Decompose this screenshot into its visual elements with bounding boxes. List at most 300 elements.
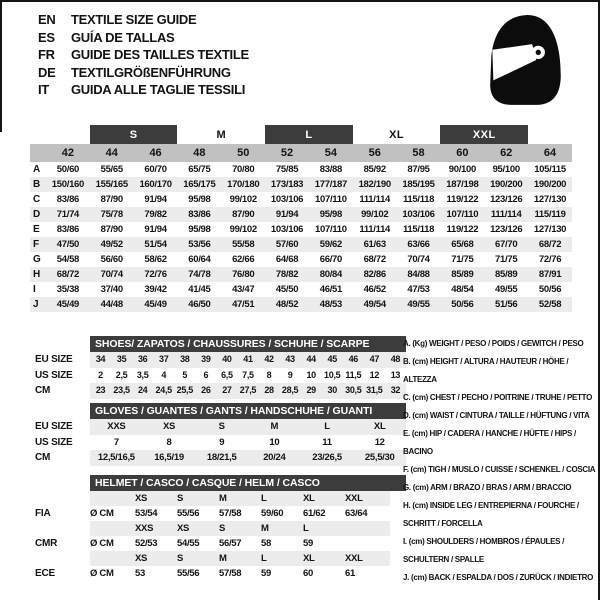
measurement-value: 75/85	[275, 164, 299, 175]
measurement-value: 52/58	[528, 297, 572, 312]
measurement-value: 87/90	[100, 224, 123, 235]
size-cell: 28	[264, 385, 274, 395]
helmet-value-row	[35, 566, 406, 581]
language-list	[38, 11, 249, 99]
corner-cell	[30, 125, 46, 144]
size-cell: 13	[390, 369, 401, 380]
size-band-cell: M	[216, 128, 227, 141]
measurement-value: 47/53	[407, 284, 430, 295]
measurement-row	[30, 252, 572, 267]
size-cell: 47	[369, 354, 380, 364]
measurement-letter: J	[30, 297, 46, 312]
size-cell: 41	[243, 354, 253, 364]
shoes-title-bar: SHOES/ ZAPATOS / CHAUSSURES / SCHUHE / SCARPE	[90, 336, 406, 352]
size-cell: 5	[182, 369, 188, 380]
language-code: FR	[38, 47, 55, 63]
measurement-value: 87/95	[407, 164, 430, 175]
size-cell: XS	[162, 421, 176, 432]
shoes-row	[35, 352, 406, 368]
legend-item: I. (cm) SHOULDERS / HOMBROS / ÉPAULES / SCHULTERN / SPALLE	[403, 537, 565, 564]
size-cell: 18/21,5	[206, 452, 237, 463]
size-cell: 52/53	[135, 538, 158, 549]
size-cell: XL	[373, 421, 386, 432]
measurement-value: 155/165	[90, 177, 134, 192]
gloves-table	[35, 403, 406, 466]
row-label	[35, 551, 90, 566]
size-cell: S	[177, 553, 184, 564]
measurement-value: 79/82	[134, 207, 178, 222]
measurement-value: 68/72	[46, 267, 90, 282]
size-cell: 2	[98, 369, 103, 380]
measurement-value: 50/60	[56, 164, 80, 175]
size-cell: 7	[113, 436, 119, 448]
row-label: US SIZE	[35, 436, 73, 448]
size-cell: 54/55	[177, 538, 200, 549]
legend-item: C. (cm) CHEST / PECHO / POITRINE / TRUHE / PETTO	[403, 393, 593, 402]
measurement-value: 49/55	[397, 297, 441, 312]
size-band-row	[30, 125, 572, 144]
measurement-letter: I	[33, 284, 36, 295]
measurement-value: 160/170	[134, 177, 178, 192]
measurement-value: 111/114	[484, 207, 528, 222]
size-header-cell: 60	[440, 144, 484, 162]
measurement-value: 119/122	[446, 224, 479, 235]
size-header-row	[30, 144, 572, 162]
size-header-cell: 54	[309, 144, 353, 162]
size-cell: 20/24	[263, 452, 286, 463]
measurement-value: 46/51	[319, 284, 343, 295]
measurement-value: 150/160	[46, 177, 90, 192]
shoes-row	[35, 368, 406, 384]
size-header-cell: 44	[90, 144, 134, 162]
unit-cell: Ø CM	[90, 508, 114, 519]
measurement-value: 87/90	[221, 207, 265, 222]
measurement-value: 91/94	[265, 207, 309, 222]
size-cell: XS	[177, 523, 190, 534]
size-cell	[345, 521, 387, 536]
measurement-value: 127/130	[533, 224, 567, 235]
size-cell: 43	[285, 354, 295, 364]
measurement-legend	[403, 335, 600, 587]
measurement-value: 83/88	[319, 164, 343, 175]
measurement-value: 115/119	[528, 207, 572, 222]
measurement-value: 115/118	[402, 224, 435, 235]
size-header-cell: 48	[177, 144, 221, 162]
measurement-value: 44/48	[90, 297, 134, 312]
size-header-cell: 50	[221, 144, 265, 162]
helmet-value-row	[35, 506, 406, 521]
measurement-letter: A	[33, 164, 41, 175]
measurement-value: 87/90	[100, 194, 123, 205]
size-cell: 61/62	[303, 508, 326, 519]
size-cell: 6,5	[221, 369, 233, 380]
measurement-row	[30, 237, 572, 252]
measurement-value: 46/52	[363, 284, 386, 295]
size-cell: 55/56	[177, 508, 200, 519]
size-cell: M	[219, 553, 227, 564]
measurement-value: 46/50	[177, 297, 221, 312]
measurement-value: 115/118	[402, 194, 435, 205]
measurement-value: 49/54	[353, 297, 397, 312]
measurement-value: 190/200	[528, 177, 572, 192]
measurement-value: 182/190	[353, 177, 397, 192]
standard-label: CMR	[35, 538, 58, 549]
row-label: EU SIZE	[35, 354, 73, 365]
size-cell: 42	[264, 354, 274, 364]
legend-item: D. (cm) WAIST / CINTURA / TAILLE / HÜFTUNG / VITA	[403, 411, 590, 420]
language-code: EN	[38, 12, 56, 28]
gloves-row	[35, 419, 406, 435]
helmet-rows	[35, 491, 406, 581]
shoes-cells	[90, 368, 406, 384]
helmet-size-row	[35, 551, 406, 566]
size-cell: 10	[269, 436, 280, 448]
size-cell: 59	[303, 538, 313, 549]
racing-helmet-icon	[484, 12, 566, 108]
measurement-value: 55/65	[100, 164, 123, 175]
measurement-row	[30, 207, 572, 222]
measurement-value: 187/198	[440, 177, 484, 192]
measurement-value: 185/195	[397, 177, 441, 192]
helmet-value-cells	[90, 536, 390, 551]
size-cell: 23	[95, 385, 106, 395]
measurement-row	[30, 162, 572, 177]
measurement-value: 95/98	[309, 207, 353, 222]
measurement-value: 190/200	[484, 177, 528, 192]
measurement-letter: B	[30, 177, 46, 192]
measurement-value: 50/56	[538, 284, 562, 295]
legend-item: J. (cm) BACK / ESPALDA / DOS / ZURÜCK / INDIETRO	[403, 573, 594, 582]
page-frame-top	[0, 0, 600, 2]
size-header-cell: 52	[265, 144, 309, 162]
size-cell: 27	[222, 385, 232, 395]
measurement-value: 43/47	[232, 284, 255, 295]
unit-cell: Ø CM	[90, 538, 114, 549]
measurement-value: 56/60	[100, 254, 123, 265]
measurement-value: 83/86	[56, 194, 80, 205]
size-cell: 60	[303, 568, 313, 579]
measurement-value: 62/66	[232, 254, 255, 265]
shoes-cells	[90, 383, 406, 399]
helmet-value-row	[35, 536, 406, 551]
language-code: DE	[38, 64, 56, 80]
size-band-cell: S	[90, 125, 178, 144]
measurement-value: 51/56	[484, 297, 528, 312]
measurement-value: 45/49	[134, 297, 178, 312]
size-cell: 8	[166, 436, 172, 448]
size-cell: M	[219, 493, 227, 504]
measurement-value: 65/68	[440, 237, 484, 252]
size-cell: 30	[327, 385, 337, 395]
size-cell: 40	[222, 354, 232, 364]
measurement-letter: G	[33, 254, 41, 265]
size-cell: XXS	[107, 421, 126, 432]
measurement-value: 45/50	[275, 284, 299, 295]
size-cell: 27,5	[239, 385, 257, 395]
measurement-value: 39/42	[144, 284, 167, 295]
size-header-cell: 58	[397, 144, 441, 162]
size-cell: S	[219, 523, 226, 534]
measurement-value: 70/80	[232, 164, 255, 175]
gloves-rows	[35, 419, 406, 466]
language-row	[38, 81, 249, 99]
size-cell: XL	[303, 553, 315, 564]
legend-item: F. (cm) TIGH / MUSLO / CUISSE / SCHENKEL / COSCIA	[403, 465, 596, 474]
size-cell: 24	[137, 385, 148, 395]
measurement-value: 177/187	[309, 177, 353, 192]
size-cell: 2,5	[115, 369, 128, 380]
measurement-letter: H	[30, 267, 46, 282]
measurement-value: 78/82	[265, 267, 309, 282]
measurement-value: 48/53	[309, 297, 353, 312]
size-cell: XL	[303, 493, 315, 504]
helmet-value-cells	[90, 506, 390, 521]
measurement-letter: E	[33, 224, 40, 235]
size-cell: 12	[374, 436, 385, 448]
shoes-rows	[35, 352, 406, 399]
helmet-size-cells	[90, 551, 390, 566]
size-cell: 39	[201, 354, 211, 364]
measurement-value: 76/80	[221, 267, 265, 282]
size-cell: 37	[159, 354, 169, 364]
measurement-value: 49/55	[495, 284, 518, 295]
gloves-title-bar: GLOVES / GUANTES / GANTS / HANDSCHUHE / GUANTI	[90, 403, 406, 419]
measurement-value: 48/54	[451, 284, 474, 295]
size-cell: 9	[287, 369, 293, 380]
size-cell: 57/58	[219, 508, 242, 519]
gloves-cells	[90, 450, 406, 466]
size-cell: 12	[369, 369, 380, 380]
size-band-cell: XXL	[440, 125, 528, 144]
measurement-value: 68/72	[363, 254, 386, 265]
gloves-cells	[90, 435, 406, 451]
helmet-value-cells	[90, 566, 390, 581]
measurement-value: 59/62	[309, 237, 353, 252]
measurement-value: 67/70	[484, 237, 528, 252]
measurement-value: 37/40	[100, 284, 123, 295]
size-cell: 44	[306, 354, 316, 364]
measurement-value: 72/76	[134, 267, 178, 282]
size-cell: 23/26,5	[312, 452, 342, 463]
size-cell: 23,5	[113, 385, 130, 395]
size-header-cell: 64	[528, 144, 572, 162]
size-cell: 48	[390, 354, 401, 364]
gloves-row	[35, 435, 406, 451]
measurement-value: 85/89	[440, 267, 484, 282]
main-size-table	[30, 125, 572, 312]
size-cell: 7,5	[242, 369, 254, 380]
size-cell: 45	[327, 354, 337, 364]
measurement-value: 65/75	[188, 164, 211, 175]
measurement-value: 83/86	[56, 224, 80, 235]
measurement-value: 80/84	[309, 267, 353, 282]
size-cell	[90, 551, 135, 566]
measurement-value: 91/94	[144, 224, 167, 235]
measurement-value: 84/88	[397, 267, 441, 282]
legend-item: A. (Kg) WEIGHT / PESO / POIDS / GEWITCH / PESO	[403, 339, 584, 348]
size-cell: 10	[306, 369, 316, 380]
size-header-cell: 42	[46, 144, 90, 162]
measurement-value: 49/52	[90, 237, 134, 252]
measurement-value: 51/54	[134, 237, 178, 252]
gloves-row	[35, 450, 406, 466]
measurement-value: 61/63	[353, 237, 397, 252]
measurement-value: 47/50	[46, 237, 90, 252]
size-cell: 29	[306, 385, 316, 395]
measurement-value: 127/130	[533, 194, 567, 205]
measurement-value: 103/106	[397, 207, 441, 222]
language-title: GUIDE DES TAILLES TEXTILE	[71, 47, 249, 63]
size-cell: 11,5	[345, 369, 362, 380]
legend-item: E. (cm) HIP / CADERA / HANCHE / HÜFTE / HIPS / BACINO	[403, 429, 576, 456]
row-label	[35, 521, 90, 536]
measurement-row	[30, 282, 572, 297]
measurement-value: 111/114	[359, 224, 391, 235]
measurement-value: 71/75	[451, 254, 474, 265]
measurement-value: 107/110	[440, 207, 484, 222]
measurement-value: 54/58	[56, 254, 80, 265]
size-cell: L	[324, 421, 330, 432]
size-cell	[90, 521, 135, 536]
helmet-title-bar: HELMET / CASCO / CASQUE / HELM / CASCO	[90, 475, 406, 491]
measurement-value: 53/56	[177, 237, 221, 252]
page-frame-left	[0, 0, 2, 132]
size-header-cell: 62	[484, 144, 528, 162]
size-cell: XXL	[345, 553, 363, 564]
measurement-letter: F	[30, 237, 46, 252]
language-row	[38, 64, 249, 82]
size-cell: 25,5/30	[364, 452, 395, 463]
measurement-value: 70/74	[407, 254, 430, 265]
size-cell: 53	[135, 568, 145, 579]
row-label	[35, 491, 90, 506]
measurement-value: 74/78	[177, 267, 221, 282]
size-cell: 24,5	[155, 385, 172, 395]
size-band-cell	[528, 125, 572, 144]
shoes-cells	[90, 352, 406, 368]
measurement-value: 95/98	[188, 224, 211, 235]
corner-cell	[30, 144, 46, 162]
measurement-value: 57/60	[265, 237, 309, 252]
standard-label: FIA	[35, 508, 51, 519]
size-cell: 59/60	[261, 508, 284, 519]
measurement-value: 99/102	[229, 194, 257, 205]
size-cell: XS	[135, 553, 148, 564]
size-cell: 9	[219, 436, 225, 448]
size-header-cell: 46	[134, 144, 178, 162]
measurement-value: 35/38	[56, 284, 80, 295]
size-cell: M	[270, 421, 279, 432]
measurement-value: 123/126	[490, 194, 523, 205]
measurement-row	[30, 297, 572, 312]
legend-item: B. (cm) HEIGHT / ALTURA / HAUTEUR / HÖHE / ALTEZZA	[403, 357, 569, 384]
size-cell: L	[303, 523, 309, 534]
measurement-value: 60/70	[144, 164, 167, 175]
size-cell: XXL	[345, 493, 363, 504]
helmet-size-cells	[90, 521, 390, 536]
size-cell	[90, 491, 135, 506]
size-cell: 53/54	[135, 508, 158, 519]
size-cell: 4	[161, 369, 167, 380]
size-cell: 26	[201, 385, 211, 395]
measurement-value: 123/126	[490, 224, 523, 235]
gloves-cells	[90, 419, 406, 435]
measurement-value: 72/76	[538, 254, 562, 265]
measurement-value: 83/86	[177, 207, 221, 222]
measurement-value: 70/74	[90, 267, 134, 282]
helmet-size-row	[35, 521, 406, 536]
size-cell: 12,5/16,5	[97, 452, 135, 463]
row-label: EU SIZE	[35, 421, 73, 432]
measurement-value: 107/110	[315, 224, 347, 235]
size-cell: 61	[345, 568, 355, 579]
measurement-value: 95/100	[492, 164, 520, 175]
size-band-cell: L	[265, 125, 353, 144]
measurement-value: 66/70	[319, 254, 343, 265]
measurement-value: 71/75	[495, 254, 518, 265]
size-cell: 58	[261, 538, 271, 549]
size-cell: 34	[95, 354, 106, 364]
legend-item: H. (cm) INSIDE LEG / ENTREPIERNA / FOURCHE / SCHRITT / FORCELLA	[403, 501, 579, 528]
unit-cell: Ø CM	[90, 568, 114, 579]
measurement-value: 71/74	[46, 207, 90, 222]
measurement-value: 103/106	[270, 194, 304, 205]
measurement-value: 165/175	[177, 177, 221, 192]
measurement-value: 47/51	[221, 297, 265, 312]
size-cell: 32	[390, 385, 401, 395]
measurement-value: 58/62	[144, 254, 167, 265]
language-title: TEXTILE SIZE GUIDE	[71, 12, 197, 28]
row-label: CM	[35, 385, 51, 396]
measurement-value: 55/58	[221, 237, 265, 252]
language-row	[38, 46, 249, 64]
measurement-value: 63/66	[397, 237, 441, 252]
measurement-value: 41/45	[188, 284, 211, 295]
size-cell: S	[177, 493, 184, 504]
measurement-value: 82/86	[353, 267, 397, 282]
measurement-value: 68/72	[528, 237, 572, 252]
size-cell: 36	[137, 354, 148, 364]
size-cell: XXS	[135, 523, 154, 534]
language-title: GUIDA ALLE TAGLIE TESSILI	[71, 82, 246, 98]
measurement-value: 50/56	[440, 297, 484, 312]
measurement-value: 91/94	[144, 194, 167, 205]
measurement-value: 173/183	[265, 177, 309, 192]
size-cell: 56/57	[219, 538, 242, 549]
language-row	[38, 11, 249, 29]
language-code: ES	[38, 29, 55, 45]
measurement-value: 103/106	[270, 224, 304, 235]
size-header-cell: 56	[353, 144, 397, 162]
size-cell: 3,5	[136, 369, 149, 380]
measurement-value: 111/114	[359, 194, 391, 205]
standard-label: ECE	[35, 568, 55, 579]
size-cell: 38	[180, 354, 190, 364]
helmet-size-cells	[90, 491, 390, 506]
legend-item: G. (cm) ARM / BRAZO / BRAS / ARM / BRACCIO	[403, 483, 572, 492]
row-label: CM	[35, 452, 51, 463]
shoes-row	[35, 383, 406, 399]
language-code: IT	[38, 82, 49, 98]
size-band-cell: XL	[389, 128, 405, 141]
size-cell: 57/58	[219, 568, 242, 579]
measurement-value: 95/98	[188, 194, 211, 205]
measurement-value: 45/49	[46, 297, 90, 312]
measurement-value: 60/64	[188, 254, 211, 265]
size-cell: 16,5/19	[154, 452, 184, 463]
helmet-size-row	[35, 491, 406, 506]
size-cell: 63/64	[345, 508, 368, 519]
